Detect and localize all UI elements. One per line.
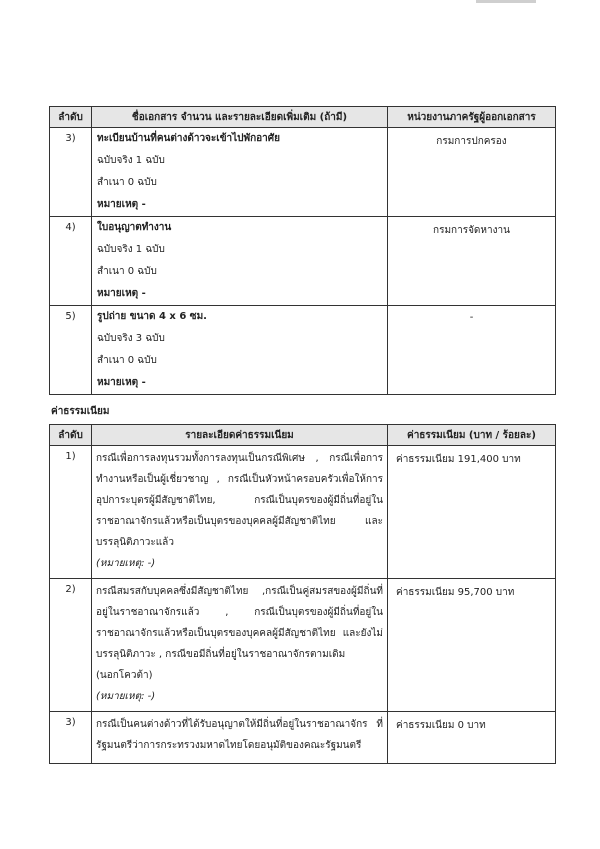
header-num: ลำดับ	[50, 425, 92, 446]
copy-count: สำเนา 0 ฉบับ	[97, 355, 157, 366]
original-count: ฉบับจริง 1 ฉบับ	[97, 244, 165, 255]
fee-detail-line: รัฐมนตรีว่าการกระทรวงมหาดไทยโดยอนุมัติของคณะรัฐมนตรี	[96, 740, 362, 751]
document-row	[50, 217, 556, 306]
document-row	[50, 306, 556, 395]
fee-detail-line: อยู่ในราชอาณาจักรแล้ว , กรณีเป็นบุตรของผู้มีถิ่นที่อยู่ใน	[96, 607, 383, 618]
document-note: หมายเหตุ -	[97, 288, 146, 299]
document-details	[92, 306, 388, 395]
documents-header-row	[50, 107, 556, 128]
scan-edge-mark	[476, 0, 536, 3]
copy-count: สำเนา 0 ฉบับ	[97, 177, 157, 188]
fee-row	[50, 446, 556, 579]
fee-detail-line: (นอกโควต้า)	[96, 670, 153, 681]
fee-row	[50, 712, 556, 764]
row-num: 4)	[50, 217, 92, 306]
row-num: 3)	[50, 128, 92, 217]
fee-detail-line: ราชอาณาจักรแล้วหรือเป็นบุตรของบุคคลผู้มีสัญชาติไทย และ	[96, 516, 383, 527]
document-note: หมายเหตุ -	[97, 199, 146, 210]
row-num: 3)	[50, 712, 92, 764]
original-count: ฉบับจริง 1 ฉบับ	[97, 155, 165, 166]
fee-note: (หมายเหตุ: -)	[96, 691, 156, 702]
header-fee-amount: ค่าธรรมเนียม (บาท / ร้อยละ)	[388, 425, 556, 446]
fee-detail	[92, 446, 388, 579]
document-name: รูปถ่าย ขนาด 4 x 6 ซม.	[97, 311, 207, 322]
issuing-agency: กรมการจัดหางาน	[388, 217, 556, 306]
document-note: หมายเหตุ -	[97, 377, 146, 388]
header-document-name: ชื่อเอกสาร จำนวน และรายละเอียดเพิ่มเติม (ถ้ามี)	[92, 107, 388, 128]
issuing-agency: -	[388, 306, 556, 395]
row-num: 2)	[50, 579, 92, 712]
fee-detail-line: อุปการะบุตรผู้มีสัญชาติไทย, กรณีเป็นบุตรของผู้มีถิ่นที่อยู่ใน	[96, 495, 383, 506]
documents-table	[49, 106, 556, 395]
document-name: ใบอนุญาตทำงาน	[97, 222, 172, 233]
issuing-agency: กรมการปกครอง	[388, 128, 556, 217]
fee-detail-line: ทำงานหรือเป็นผู้เชี่ยวชาญ , กรณีเป็นหัวหน้าครอบครัวเพื่อให้การ	[96, 474, 383, 485]
row-num: 1)	[50, 446, 92, 579]
fee-detail	[92, 712, 388, 764]
document-row	[50, 128, 556, 217]
header-fee-detail: รายละเอียดค่าธรรมเนียม	[92, 425, 388, 446]
fee-amount: ค่าธรรมเนียม 191,400 บาท	[388, 446, 556, 579]
fee-detail-line: กรณีเป็นคนต่างด้าวที่ได้รับอนุญาตให้มีถิ่นที่อยู่ในราชอาณาจักร ที่	[96, 719, 383, 730]
document-name: ทะเบียนบ้านที่คนต่างด้าวจะเข้าไปพักอาศัย	[97, 133, 281, 144]
fee-note: (หมายเหตุ: -)	[96, 558, 156, 569]
fee-row	[50, 579, 556, 712]
header-agency: หน่วยงานภาครัฐผู้ออกเอกสาร	[388, 107, 556, 128]
fee-detail-line: บรรลุนิติภาวะแล้ว	[96, 537, 174, 548]
fee-detail-line: กรณีสมรสกับบุคคลซึ่งมีสัญชาติไทย ,กรณีเป็นคู่สมรสของผู้มีถิ่นที่	[96, 586, 383, 597]
fees-header-row	[50, 425, 556, 446]
fee-amount: ค่าธรรมเนียม 0 บาท	[388, 712, 556, 764]
document-details	[92, 217, 388, 306]
fees-section-title: ค่าธรรมเนียม	[51, 406, 110, 417]
fee-detail-line: บรรลุนิติภาวะ , กรณีขอมีถิ่นที่อยู่ในราชอาณาจักรตามเดิม	[96, 649, 346, 660]
row-num: 5)	[50, 306, 92, 395]
fee-detail-line: กรณีเพื่อการลงทุนรวมทั้งการลงทุนเป็นกรณีพิเศษ , กรณีเพื่อการ	[96, 453, 383, 464]
fees-table	[49, 424, 556, 764]
document-details	[92, 128, 388, 217]
header-num: ลำดับ	[50, 107, 92, 128]
fee-amount: ค่าธรรมเนียม 95,700 บาท	[388, 579, 556, 712]
fee-detail-line: ราชอาณาจักรแล้วหรือเป็นบุตรของบุคคลผู้มีสัญชาติไทย และยังไม่	[96, 628, 383, 639]
fee-detail	[92, 579, 388, 712]
original-count: ฉบับจริง 3 ฉบับ	[97, 333, 165, 344]
copy-count: สำเนา 0 ฉบับ	[97, 266, 157, 277]
